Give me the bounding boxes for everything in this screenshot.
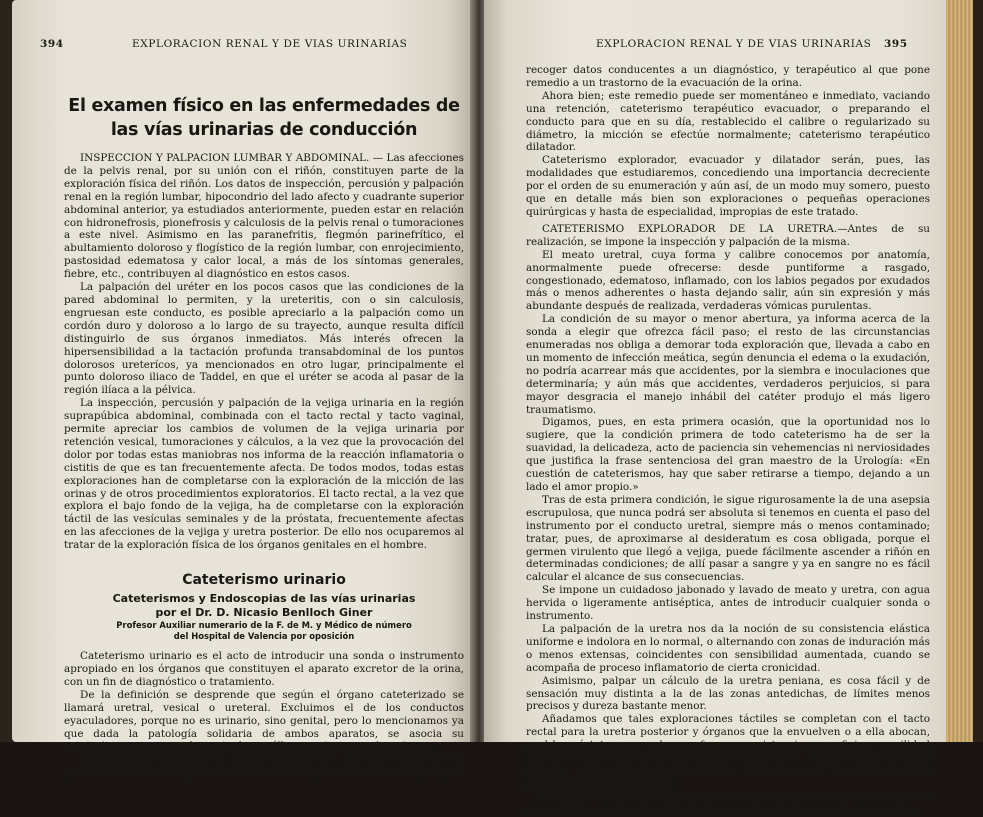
left-page [12,0,474,779]
paragraph: Añadamos que tales exploraciones táctiles se completan con el tacto rectal para la uretra posterior y órganos que la envuelven o a ella abocan, cual la próstata, cuyo volumen, forma, consistencia, superficie y movilidad son datos que orientan al clínico en su diagnóstico. Casi nos parece ocioso advertir que en la mujer es el tacto vaginal el que sustituye al antes mencionado para el hombre. [526,713,930,790]
page-number-right: 395 [884,38,908,50]
section-heading-paragraph: CATETERISMO EXPLORADOR DE LA URETRA.—Antes de su realización, se impone la inspección y palpación de la misma. [526,222,930,248]
affiliation-line: del Hospital de Valencia por oposición [173,631,355,642]
paragraph: De la definición se desprende que según el órgano cateterizado se llamará uretral, vesical o ureteral. Excluimos el de los conductos eyaculadores, porque no es urinario, sino genital, pero lo mencionamos ya que dada la patología solidaria de ambos aparatos, se asocia su cateterismo como complemento de aquéllos, en ciertas exploraciones. [64,688,464,753]
paragraph: Cateterismo urinario es el acto de introducir una sonda o instrumento apropiado en los órganos que constituyen el aparato excretor de la orina, con un fin de diagnóstico o tratamiento. [64,650,464,688]
paragraph: Se impone un cuidadoso jabonado y lavado de meato y uretra, con agua hervida o ligeramente antiséptica, antes de introducir cualquier sonda o instrumento. [526,584,930,623]
paragraph: Ahora bien; este remedio puede ser momentáneo e inmediato, vaciando una retención, cateterismo terapéutico evacuador, o preparando el conducto para que en su día, restablecido el calibre o regularizado su diámetro, la micción se efectúe normalmente; cateterismo terapéutico dilatador. [526,89,930,154]
paragraph: Llegamos con ésto, después de estas previas nociones que nos informan acerca de la oportunidad del cateterismo, al modo de ponerlo en práctica. [526,790,930,816]
running-head-text-left: EXPLORACION RENAL Y DE VIAS URINARIAS [132,38,408,50]
paragraph: La palpación del uréter en los pocos casos que las condiciones de la pared abdominal lo permiten, y la ureteritis, con o sin calculosis, engruesan este conducto, es posible apreciarlo a la palpación como un cordón duro y doloroso a lo largo de su trayecto, aunque resulta difícil distinguirlo de sus órganos inmediatos. Más interés ofrecen la hipersensibilidad a la tactación profunda transabdominal de los puntos dolorosos ureterícos, ya mencionados en otro lugar, principalmente el punto doloroso iliaco de Taddel, en que el uréter se acoda al pasar de la región ilíaca a la pélvica. [64,281,464,397]
page-edges [946,0,983,742]
page-number-left: 394 [40,38,64,50]
paragraph: La inspección, percusión y palpación de la vejiga urinaria en la región suprapúbica abdominal, combinada con el tacto rectal y tacto vaginal, permite apreciar los cambios de volumen de la vejiga urinaria por retención vesical, tumoraciones y cálculos, a la vez que la provocación del dolor por todas estas maniobras nos informa de la reacción inflamatoria o cistitis de que es tan frecuentemente afecta. De todos modos, todas estas exploraciones han de completarse con la exploración de la micción de las orinas y de otros procedimientos exploratorios. El tacto rectal, a la vez que explora el bajo fondo de la vejiga, ha de completarse con la exploración táctil de las vesículas seminales y de la próstata, frecuentemente afectas en las afecciones de la vejiga y uretra posterior. De ello nos ocuparemos al tratar de la exploración física de los órganos genitales en el hombre. [64,397,464,552]
chapter-title: El examen físico en las enfermedades de las vías urinarias de conducción [68,96,460,140]
right-page [484,0,946,816]
running-head-right [484,38,946,52]
paragraph: La palpación de la uretra nos da la noción de su consistencia elástica uniforme e indolora en lo normal, o alternando con zonas de induración más o menos extensas, coincidentes con sensibilidad aumentada, cuando se acompaña de proceso inflamatorio de cierta cronicidad. [526,622,930,674]
section-subtitle: Cateterismos y Endoscopias de las vías urinarias [112,592,416,606]
paragraph: La condición de su mayor o menor abertura, ya informa acerca de la sonda a elegir que ofrezca fácil paso; el resto de las circunstancias enumeradas nos obliga a demorar toda exploración que, llevada a cabo en un momento de infección meática, según denuncia el edema o la exudación, no podría acarrear más que accidentes, por la siembra e inoculaciones que determinaría; y aún más que accidentes, verdaderos perjuicios, si para mayor desgracia el manejo inhábil del catéter produjo el más ligero traumatismo. [526,313,930,416]
paragraph: Digamos, pues, en esta primera ocasión, que la oportunidad nos lo sugiere, que la condición primera de todo cateterismo ha de ser la suavidad, la delicadeza, acto de paciencia sin vehemencias ni nerviosidades que justifica la frase sentenciosa del gran maestro de la Urología: «En cuestión de cateterismos, hay que saber retirarse a tiempo, dejando a un lado el amor propio.» [526,416,930,493]
left-page-content [64,94,464,779]
right-page-content [526,64,930,817]
author-affiliation [64,620,464,642]
cover-edge-left [0,0,12,742]
paragraph: Asimismo, palpar un cálculo de la uretra peniana, es cosa fácil y de sensación muy distinta a la de las zonas antedichas, de límites menos precisos y dureza bastante menor. [526,674,930,713]
paragraph: De la misma definición se deduce, igualmente, que por el fin que se practica, se llamará explorador al cateterismo que no tiene otro objeto que [64,753,464,779]
running-head-left [12,38,474,52]
paragraph: Cateterismo explorador, evacuador y dilatador serán, pues, las modalidades que estudiaremos, concediendo una importancia decreciente por el orden de su enumeración y aún así, de un modo muy somero, puesto que en detalle más bien son exploraciones o pequeñas operaciones quirúrgicas y hasta de especialidad, impropias de este tratado. [526,154,930,218]
paragraph: INSPECCION Y PALPACION LUMBAR Y ABDOMINAL. — Las afecciones de la pelvis renal, por su unión con el riñón, constituyen parte de la exploración física del riñón. Los datos de inspección, percusión y palpación renal en la región lumbar, hipocondrio del lado afecto y cuadrante superior abdominal anterior, ya estudiados anteriormente, pueden estar en relación con hidronefrosis, pionefrosis y calculosis de la pelvis renal o tumoraciones a este nivel. Asimismo en las paranefritis, flegmón parinefrítico, el abultamiento doloroso y flogístico de la región lumbar, con enrojecimiento, pastosidad edematosa y calor local, a más de los síntomas generales, fiebre, etc., contribuyen al diagnóstico en estos casos. [64,152,464,281]
section-title: Cateterismo urinario [182,572,346,589]
paragraph: Tras de esta primera condición, le sigue rigurosamente la de una asepsia escrupulosa, que nunca podrá ser absoluta si tenemos en cuenta el paso del instrumento por el conducto uretral, siempre más o menos contaminado; tratar, pues, de aproximarse al desideratum es cosa obligada, porque el germen virulento que llegó a vejiga, puede fácilmente ascender a riñón en determinadas condiciones; de allí pasar a sangre y ya en sangre no es fácil calcular el alcance de sus consecuencias. [526,493,930,584]
paragraph: recoger datos conducentes a un diagnóstico, y terapéutico al que pone remedio a un trastorno de la evacuación de la orina. [526,64,930,89]
affiliation-line: Profesor Auxiliar numerario de la F. de M. y Médico de número [116,620,412,631]
running-head-text-right: EXPLORACION RENAL Y DE VIAS URINARIAS [596,38,872,50]
author-line: por el Dr. D. Nicasio Benlloch Giner [155,606,373,620]
paragraph: El meato uretral, cuya forma y calibre conocemos por anatomía, anormalmente puede ofrecerse: desde puntiforme a rasgado, congestionado, edematoso, inflamado, con los labios pegados por exudados más o menos adherentes o hasta dejando salir, aún sin expresión y más abundante después de realizada, verdaderas vómicas purulentas. [526,248,930,313]
